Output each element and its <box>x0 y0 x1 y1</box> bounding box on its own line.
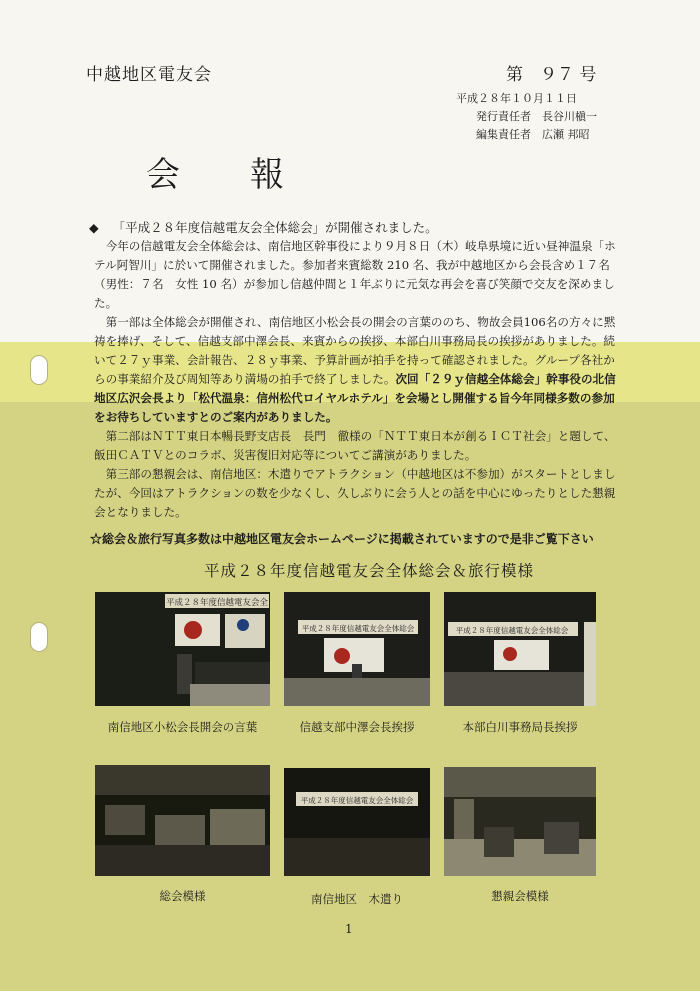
photo-secretary-general-greeting-image <box>444 592 596 706</box>
headline-text: 「平成２８年度信越電友会全体総会」が開催されました。 <box>112 220 438 235</box>
photo-shinetsu-chief-greeting-image <box>284 592 430 706</box>
page-title: 会 報 <box>146 155 302 195</box>
photo-general-meeting <box>95 765 270 876</box>
publisher: 発行責任者 長谷川槇一 <box>476 110 597 123</box>
homepage-notice: ☆総会＆旅行写真多数は中越地区電友会ホームページに掲載されていますので是非ご覧下さい <box>90 532 594 546</box>
photo-general-meeting-image <box>95 765 270 876</box>
paragraph-4: 第三部の懇親会は、南信地区：木遣りでアトラクション（中越地区は不参加）がスタートとしましたが、今回はアトラクションの数を少なくし、久しぶりに会う人との話を中心にゆったりとした懇親会となりました。 <box>94 467 616 519</box>
photo-shinetsu-chief-greeting <box>284 592 430 706</box>
paragraph-2 <box>94 313 624 427</box>
photo-kiyari-attraction <box>284 768 430 876</box>
photo-caption: 信越支部中澤会長挨拶 <box>299 720 415 734</box>
article-body <box>94 237 624 522</box>
gallery-title: 平成２８年度信越電友会全体総会＆旅行模様 <box>204 562 535 580</box>
punch-hole <box>30 622 48 652</box>
photo-secretary-general-greeting <box>444 592 596 706</box>
photo-banquet <box>444 767 596 876</box>
organization-name: 中越地区電友会 <box>86 65 212 85</box>
photo-opening-speech-image <box>95 592 270 706</box>
photo-caption: 総会模様 <box>159 889 206 903</box>
issue-number: 第 ９７ 号 <box>506 65 597 85</box>
diamond-bullet-icon: ◆ <box>89 220 99 235</box>
paragraph-2-part-2: 次回「２９ｙ信越全体総会」幹事役の北信地区広沢会長より「松代温泉：信州松代ロイヤルホテル」を会場とし開催する旨今年同様多数の参加をお待ちしていますとのご案内がありました。 <box>94 372 616 424</box>
paragraph-2-part-1: 第一部は全体総会が開催され、南信地区小松会長の開会の言葉ののち、物故会員106名の方々に黙祷を捧げ、そして、信越支部中澤会長、来賓からの挨拶、本部白川事務局長の挨拶がありました。続いて２７ｙ事業、会計報告、２８ｙ事業、予算計画が拍手を持って確認されました。グループ各社からの事業紹介及び周知等あり満場の拍手で終了しました。 <box>94 315 616 386</box>
editor: 編集責任者 広瀬 邦昭 <box>476 128 590 141</box>
photo-kiyari-attraction-image <box>284 768 430 876</box>
banner-text: 平成２８年度信越電友会全体総会 <box>301 624 415 633</box>
paragraph-3: 第二部はＮＴＴ東日本暢長野支店長 長門 徹様の「ＮＴＴ東日本が創るＩＣＴ社会」と題して、飯田ＣＡＴＶとのコラボ、災害復旧対応等についてご講演がありました。 <box>94 429 616 462</box>
banner-text: 平成２８年度信越電友会全体総会 <box>300 796 414 805</box>
banner-text: 平成２８年度信越電友会全 <box>165 598 269 608</box>
punch-hole <box>30 355 48 385</box>
photo-caption: 懇親会模様 <box>491 889 549 903</box>
publication-meta <box>456 90 686 144</box>
issue-date: 平成２８年１０月１１日 <box>456 92 577 105</box>
photo-banquet-image <box>444 767 596 876</box>
photo-caption: 南信地区小松会長開会の言葉 <box>107 720 258 734</box>
banner-text: 平成２８年度信越電友会全体総会 <box>455 626 569 635</box>
photo-caption: 本部白川事務局長挨拶 <box>462 720 578 734</box>
page-number: 1 <box>345 922 353 936</box>
photo-caption: 南信地区 木遣り <box>311 892 403 906</box>
photo-opening-speech <box>95 592 270 706</box>
paragraph-1: 今年の信越電友会全体総会は、南信地区幹事役により９月８日（木）岐阜県境に近い昼神温泉「ホテル阿智川」に於いて開催されました。参加者来賓総数 210 名、我が中越地区から会長含め１７名（男性：７名 女性 10 名）が参加し信越仲間と１年ぶりに元気な再会を喜び笑顔で交友を深めました。 <box>94 239 616 310</box>
article-headline <box>89 218 438 236</box>
